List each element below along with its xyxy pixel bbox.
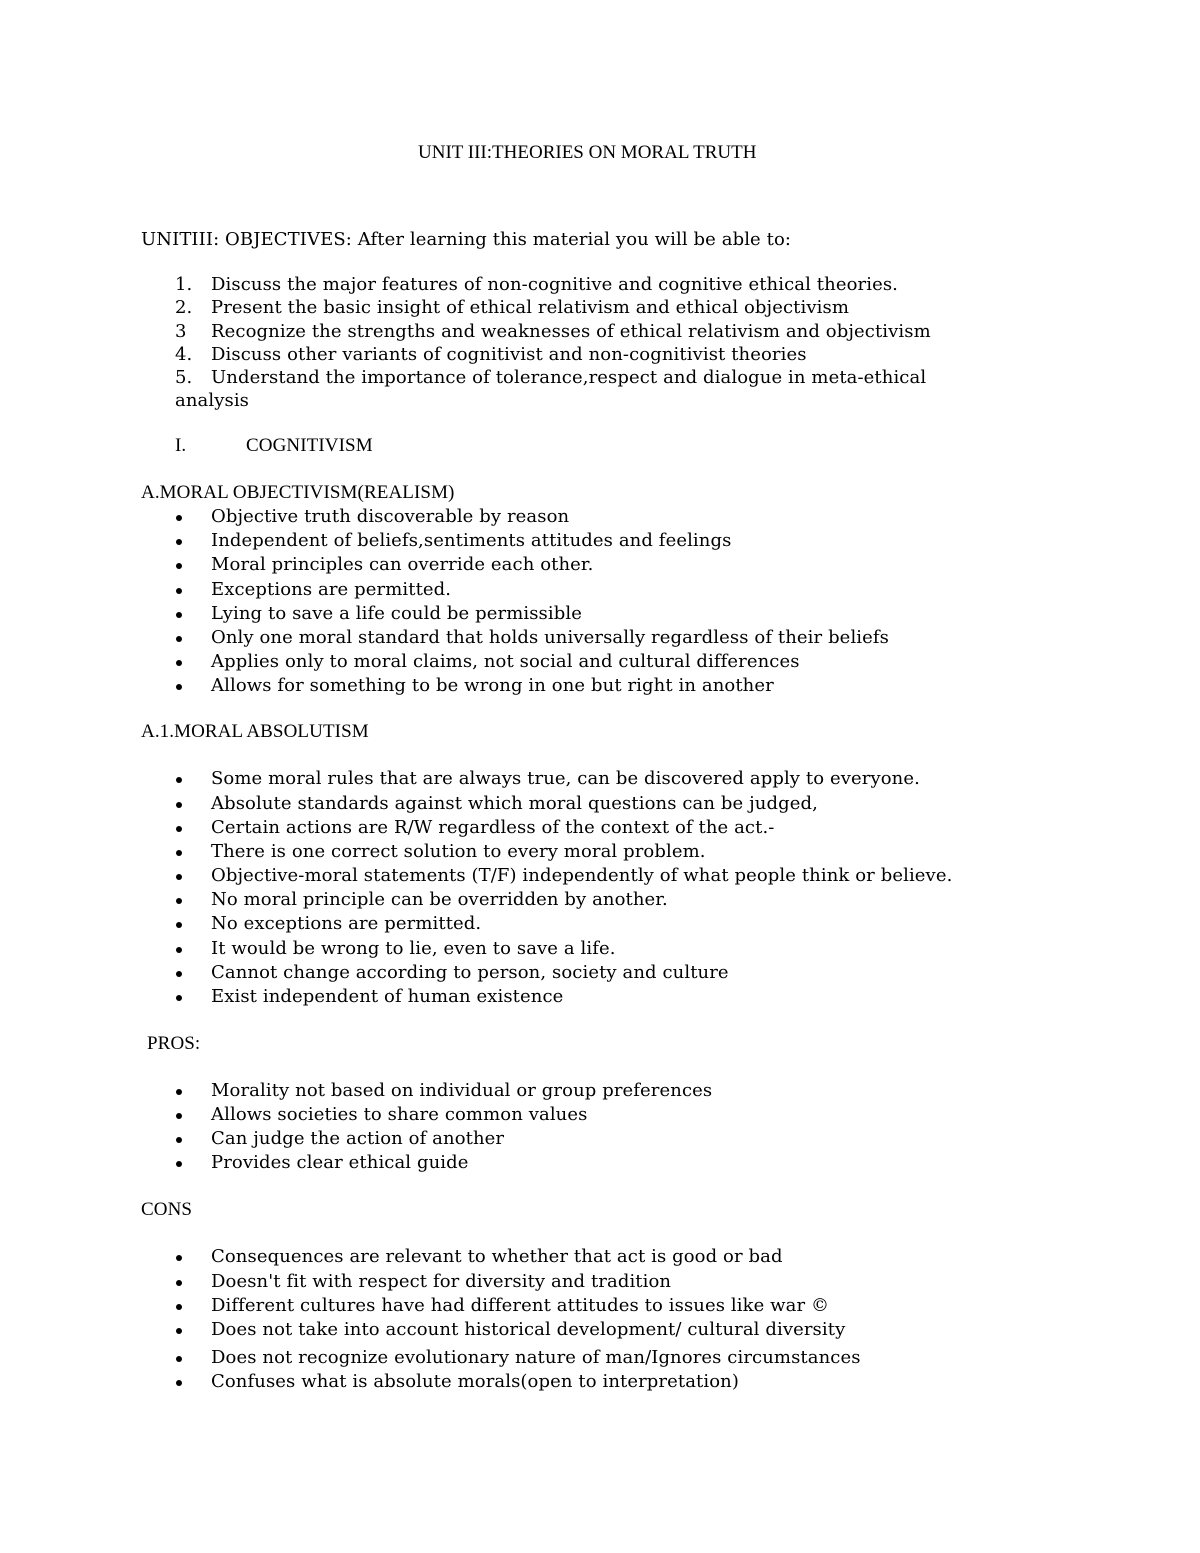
item-text: Some moral rules that are always true, can be discovered apply to everyone. — [211, 768, 920, 789]
item-text: Can judge the action of another — [211, 1128, 505, 1149]
bullet-icon — [174, 912, 186, 936]
bullet-icon — [174, 505, 186, 529]
item-text: There is one correct solution to every moral problem. — [211, 841, 706, 862]
bullet-icon — [174, 961, 186, 985]
bullet-icon — [174, 792, 186, 816]
bullet-icon — [174, 888, 186, 912]
item-text: Confuses what is absolute morals(open to interpretation) — [211, 1371, 739, 1392]
bullet-icon — [174, 1079, 186, 1103]
item-text: Absolute standards against which moral questions can be judged, — [211, 793, 818, 814]
item-text: No exceptions are permitted. — [211, 913, 482, 934]
bullet-icon — [174, 578, 186, 602]
bullet-icon — [174, 816, 186, 840]
section-number: I. — [175, 435, 187, 456]
item-text: Cannot change according to person, society and culture — [211, 962, 729, 983]
bullet-icon — [174, 553, 186, 577]
bullet-icon — [174, 1346, 186, 1370]
item-text: Allows for something to be wrong in one but right in another — [211, 675, 774, 696]
bullet-icon — [174, 1370, 186, 1394]
item-text: Exceptions are permitted. — [211, 579, 452, 600]
objectives-intro: UNITIII: OBJECTIVES: After learning this material you will be able to: — [141, 229, 792, 250]
subsection-heading: A.MORAL OBJECTIVISM(REALISM) — [141, 482, 455, 503]
item-text: Lying to save a life could be permissible — [211, 603, 582, 624]
bullet-icon — [174, 1318, 186, 1342]
item-text: Objective truth discoverable by reason — [211, 506, 570, 527]
item-text: Doesn't fit with respect for diversity and tradition — [211, 1271, 672, 1292]
bullet-icon — [174, 602, 186, 626]
bullet-icon — [174, 1270, 186, 1294]
bullet-icon — [174, 1294, 186, 1318]
item-number: 1. — [175, 274, 193, 295]
item-number: 4. — [175, 344, 193, 365]
item-text: No moral principle can be overridden by another. — [211, 889, 668, 910]
bullet-icon — [174, 529, 186, 553]
item-text: Moral principles can override each other. — [211, 554, 594, 575]
item-text: Recognize the strengths and weaknesses of ethical relativism and objectivism — [211, 321, 931, 342]
item-text: Understand the importance of tolerance,respect and dialogue in meta-ethical — [211, 367, 927, 388]
bullet-icon — [174, 626, 186, 650]
bullet-icon — [174, 840, 186, 864]
bullet-icon — [174, 1151, 186, 1175]
item-text: Discuss other variants of cognitivist and non-cognitivist theories — [211, 344, 807, 365]
page-title: UNIT III:THEORIES ON MORAL TRUTH — [418, 142, 757, 163]
bullet-icon — [174, 937, 186, 961]
bullet-icon — [174, 985, 186, 1009]
bullet-icon — [174, 1245, 186, 1269]
section-label: COGNITIVISM — [246, 435, 373, 456]
cons-heading: CONS — [141, 1199, 193, 1220]
bullet-icon — [174, 1103, 186, 1127]
item-text: Applies only to moral claims, not social and cultural differences — [211, 651, 800, 672]
item-text: It would be wrong to lie, even to save a life. — [211, 938, 616, 959]
item-text: Does not recognize evolutionary nature of man/Ignores circumstances — [211, 1347, 861, 1368]
pros-heading: PROS: — [147, 1033, 201, 1054]
item-text: Independent of beliefs,sentiments attitudes and feelings — [211, 530, 732, 551]
item-text: Morality not based on individual or group preferences — [211, 1080, 713, 1101]
item-text: Exist independent of human existence — [211, 986, 564, 1007]
item-text: Discuss the major features of non-cognitive and cognitive ethical theories. — [211, 274, 898, 295]
item-text: Certain actions are R/W regardless of the context of the act.- — [211, 817, 775, 838]
item-text: Present the basic insight of ethical relativism and ethical objectivism — [211, 297, 849, 318]
item-text: Different cultures have had different attitudes to issues like war © — [211, 1295, 830, 1316]
item-number: 2. — [175, 297, 193, 318]
item-text: Does not take into account historical development/ cultural diversity — [211, 1319, 846, 1340]
subsection-heading: A.1.MORAL ABSOLUTISM — [141, 721, 369, 742]
bullet-icon — [174, 767, 186, 791]
item-text: Allows societies to share common values — [211, 1104, 588, 1125]
item-text: Provides clear ethical guide — [211, 1152, 469, 1173]
item-text: Objective-moral statements (T/F) independently of what people think or believe. — [211, 865, 953, 886]
bullet-icon — [174, 1127, 186, 1151]
bullet-icon — [174, 674, 186, 698]
item-number: 5. — [175, 367, 193, 388]
item-text: Only one moral standard that holds universally regardless of their beliefs — [211, 627, 890, 648]
item-number: 3 — [175, 321, 187, 342]
bullet-icon — [174, 650, 186, 674]
bullet-icon — [174, 864, 186, 888]
item-text: Consequences are relevant to whether that act is good or bad — [211, 1246, 783, 1267]
item-text: analysis — [175, 390, 250, 411]
